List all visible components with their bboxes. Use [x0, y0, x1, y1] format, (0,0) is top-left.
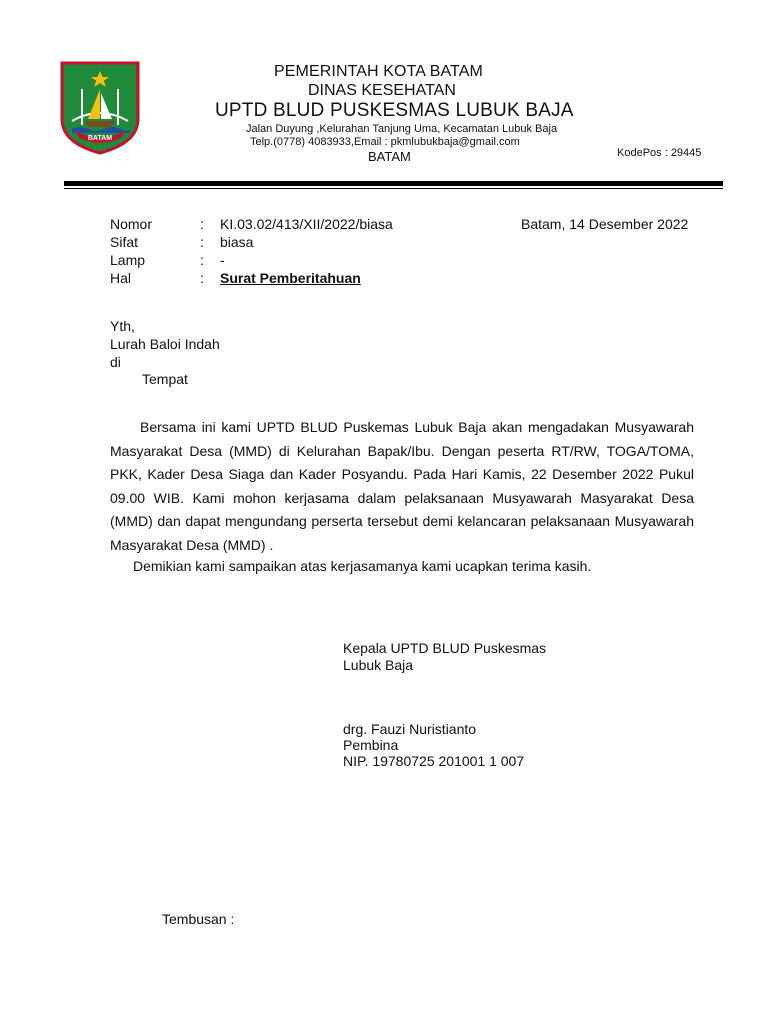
- meta-sep-sifat: :: [200, 234, 204, 250]
- meta-sep-nomor: :: [200, 216, 204, 232]
- header-institution: UPTD BLUD PUSKESMAS LUBUK BAJA: [215, 100, 574, 121]
- recipient-name: Lurah Baloi Indah: [110, 336, 220, 352]
- header-department: DINAS KESEHATAN: [308, 82, 456, 99]
- header-contact: Telp.(0778) 4083933,Email : pkmlubukbaja@gmail.com: [250, 136, 520, 148]
- signature-title: Kepala UPTD BLUD Puskesmas: [343, 640, 547, 656]
- recipient-di: di: [110, 354, 121, 370]
- meta-value-lamp: -: [220, 252, 225, 268]
- batam-city-logo: [60, 61, 140, 155]
- signature-title-2: Lubuk Baja: [343, 657, 414, 673]
- meta-label-lamp: Lamp: [110, 252, 146, 268]
- recipient-salutation: Yth,: [110, 318, 135, 334]
- signature-name: drg. Fauzi Nuristianto: [343, 721, 477, 737]
- header-divider-thin: [64, 188, 723, 189]
- meta-value-hal: Surat Pemberitahuan: [220, 270, 361, 286]
- meta-sep-lamp: :: [200, 252, 204, 268]
- header-divider-thick: [64, 181, 723, 186]
- signature-rank: Pembina: [343, 737, 399, 753]
- closing-paragraph: Demikian kami sampaikan atas kerjasamanya kami ucapkan terima kasih.: [133, 558, 592, 574]
- meta-label-sifat: Sifat: [110, 234, 139, 250]
- logo-text: BATAM: [87, 135, 113, 142]
- letter-date: Batam, 14 Desember 2022: [521, 216, 689, 232]
- header-city: BATAM: [368, 149, 411, 164]
- carbon-copy-label: Tembusan :: [162, 911, 235, 927]
- signature-nip: NIP. 19780725 201001 1 007: [343, 753, 525, 769]
- meta-sep-hal: :: [200, 270, 204, 286]
- meta-label-hal: Hal: [110, 270, 132, 286]
- header-address: Jalan Duyung ,Kelurahan Tanjung Uma, Kecamatan Lubuk Baja: [246, 123, 558, 135]
- header-postal: KodePos : 29445: [617, 147, 702, 159]
- meta-label-nomor: Nomor: [110, 216, 153, 232]
- recipient-place: Tempat: [142, 371, 188, 387]
- meta-value-sifat: biasa: [220, 234, 254, 250]
- header-government: PEMERINTAH KOTA BATAM: [274, 63, 483, 80]
- body-paragraph: Bersama ini kami UPTD BLUD Puskemas Lubuk Baja akan mengadakan Musyawarah Masyarakat Desa (MMD) di Kelurahan Bapak/Ibu. Dengan peserta RT/RW, TOGA/TOMA, PKK, Kader Desa Siaga dan Kader Posyandu. Pada Hari Kamis, 22 Desember 2022 Pukul 09.00 WIB. Kami mohon kerjasama dalam pelaksanaan Musyawarah Masyarakat Desa (MMD) dan dapat mengundang perserta tersebut demi kelancaran pelaksanaan Musyawarah Masyarakat Desa (MMD) .: [110, 419, 694, 553]
- meta-value-nomor: KI.03.02/413/XII/2022/biasa: [220, 216, 393, 232]
